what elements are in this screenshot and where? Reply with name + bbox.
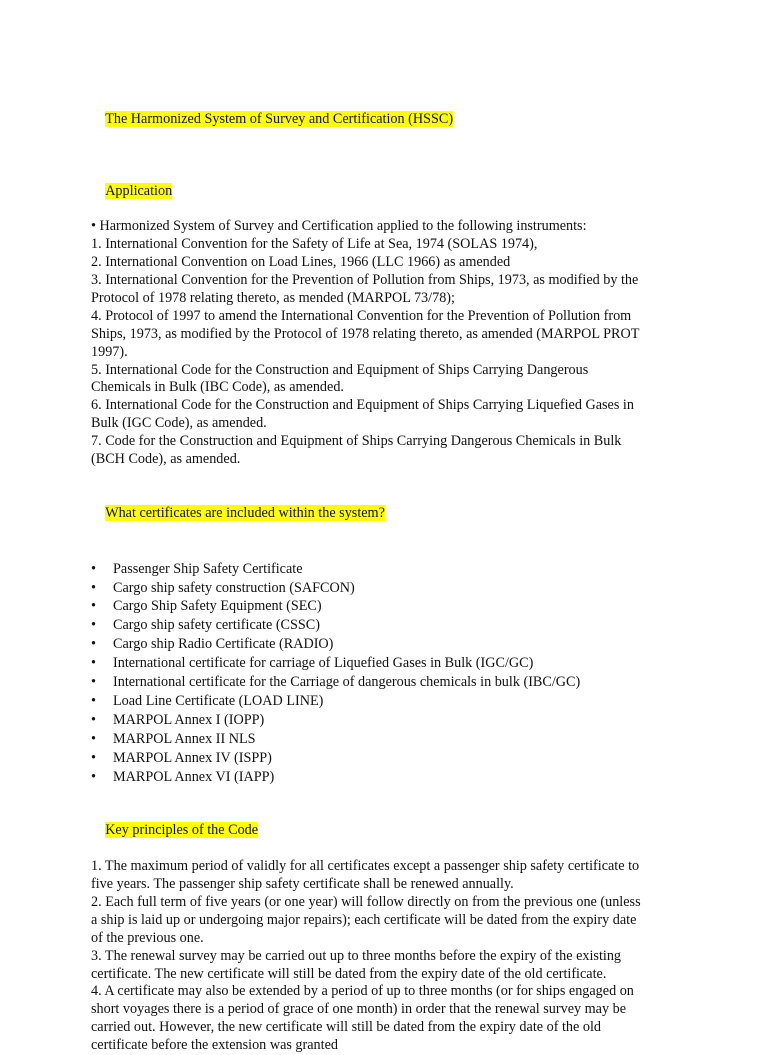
document-title-text: The Harmonized System of Survey and Certification (HSSC) [105, 110, 454, 127]
bullet-icon: • [91, 560, 96, 577]
list-item-text: Load Line Certificate (LOAD LINE) [113, 692, 324, 709]
certificates-heading-text: What certificates are included within the system? [105, 504, 385, 521]
bullet-icon: • [91, 579, 96, 596]
document-title [91, 93, 691, 147]
spacer [91, 469, 691, 487]
spacer [91, 541, 691, 560]
list-item [91, 768, 691, 787]
application-line: Bulk (IGC Code), as amended. [91, 415, 267, 432]
bullet-icon: • [91, 749, 96, 766]
principles-line: of the previous one. [91, 929, 204, 946]
application-heading-text: Application [105, 182, 173, 199]
list-item [91, 730, 691, 749]
principles-heading-text: Key principles of the Code [105, 822, 259, 839]
list-item-text: MARPOL Annex IV (ISPP) [113, 749, 272, 766]
bullet-icon: • [91, 674, 96, 691]
bullet-icon: • [91, 730, 96, 747]
spacer [91, 787, 691, 805]
principles-line: 3. The renewal survey may be carried out up to three months before the expiry of the existing [91, 947, 622, 964]
bullet-icon: • [91, 636, 96, 653]
list-item [91, 616, 691, 635]
list-item-text: Cargo ship Radio Certificate (RADIO) [113, 636, 334, 653]
bullet-icon: • [91, 768, 96, 785]
list-item-text: International certificate for carriage of Liquefied Gases in Bulk (IGC/GC) [113, 655, 534, 672]
list-item [91, 749, 691, 768]
application-line: • Harmonized System of Survey and Certification applied to the following instruments: [91, 218, 587, 235]
principles-section [91, 858, 691, 1055]
list-item [91, 692, 691, 711]
list-item [91, 579, 691, 598]
principles-heading [91, 804, 691, 858]
list-item [91, 673, 691, 692]
principles-line: 1. The maximum period of validly for all certificates except a passenger ship safety certificate to [91, 858, 640, 875]
principles-line: 4. A certificate may also be extended by a period of up to three months (or for ships engaged on [91, 983, 634, 1000]
bullet-icon: • [91, 617, 96, 634]
list-item-text: Cargo Ship Safety Equipment (SEC) [113, 598, 322, 615]
bullet-icon: • [91, 711, 96, 728]
application-line: Ships, 1973, as modified by the Protocol of 1978 relating thereto, as amended (MARPOL PROT [91, 325, 640, 342]
list-item-text: MARPOL Annex II NLS [113, 730, 256, 747]
principles-line: certificate before the extension was granted [91, 1037, 338, 1054]
list-item [91, 654, 691, 673]
application-line: Chemicals in Bulk (IBC Code), as amended. [91, 379, 344, 396]
application-heading [91, 165, 691, 219]
list-item-text: International certificate for the Carriage of dangerous chemicals in bulk (IBC/GC) [113, 674, 581, 691]
list-item-text: MARPOL Annex VI (IAPP) [113, 768, 275, 785]
principles-line: carried out. However, the new certificate will still be dated from the expiry date of the old [91, 1019, 601, 1036]
list-item [91, 711, 691, 730]
application-line: 4. Protocol of 1997 to amend the International Convention for the Prevention of Pollution from [91, 307, 632, 324]
application-line: 2. International Convention on Load Lines, 1966 (LLC 1966) as amended [91, 254, 511, 271]
application-line: (BCH Code), as amended. [91, 451, 241, 468]
list-item [91, 635, 691, 654]
list-item-text: MARPOL Annex I (IOPP) [113, 711, 265, 728]
certificates-list [91, 560, 691, 787]
application-line: Protocol of 1978 relating thereto, as mended (MARPOL 73/78); [91, 289, 455, 306]
application-line: 1. International Convention for the Safety of Life at Sea, 1974 (SOLAS 1974), [91, 236, 538, 253]
principles-line: short voyages there is a period of grace of one month) in order that the renewal survey may be [91, 1001, 626, 1018]
certificates-heading [91, 487, 691, 541]
spacer [91, 147, 691, 165]
document-page [91, 93, 691, 1055]
list-item [91, 597, 691, 616]
bullet-icon: • [91, 655, 96, 672]
application-line: 5. International Code for the Construction and Equipment of Ships Carrying Dangerous [91, 361, 589, 378]
application-section [91, 218, 691, 469]
application-line: 1997). [91, 343, 128, 360]
application-line: 7. Code for the Construction and Equipment of Ships Carrying Dangerous Chemicals in Bulk [91, 433, 622, 450]
principles-line: certificate. The new certificate will still be dated from the expiry date of the old certificate. [91, 965, 607, 982]
bullet-icon: • [91, 692, 96, 709]
list-item-text: Cargo ship safety construction (SAFCON) [113, 579, 355, 596]
application-line: 6. International Code for the Construction and Equipment of Ships Carrying Liquefied Gases in [91, 397, 634, 414]
list-item [91, 560, 691, 579]
application-line: 3. International Convention for the Prevention of Pollution from Ships, 1973, as modified by the [91, 272, 639, 289]
principles-line: a ship is laid up or undergoing major repairs); each certificate will be dated from the expiry date [91, 911, 637, 928]
principles-line: 2. Each full term of five years (or one year) will follow directly on from the previous one (unless [91, 893, 641, 910]
list-item-text: Cargo ship safety certificate (CSSC) [113, 617, 320, 634]
bullet-icon: • [91, 598, 96, 615]
principles-line: five years. The passenger ship safety certificate shall be renewed annually. [91, 876, 514, 893]
list-item-text: Passenger Ship Safety Certificate [113, 560, 303, 577]
